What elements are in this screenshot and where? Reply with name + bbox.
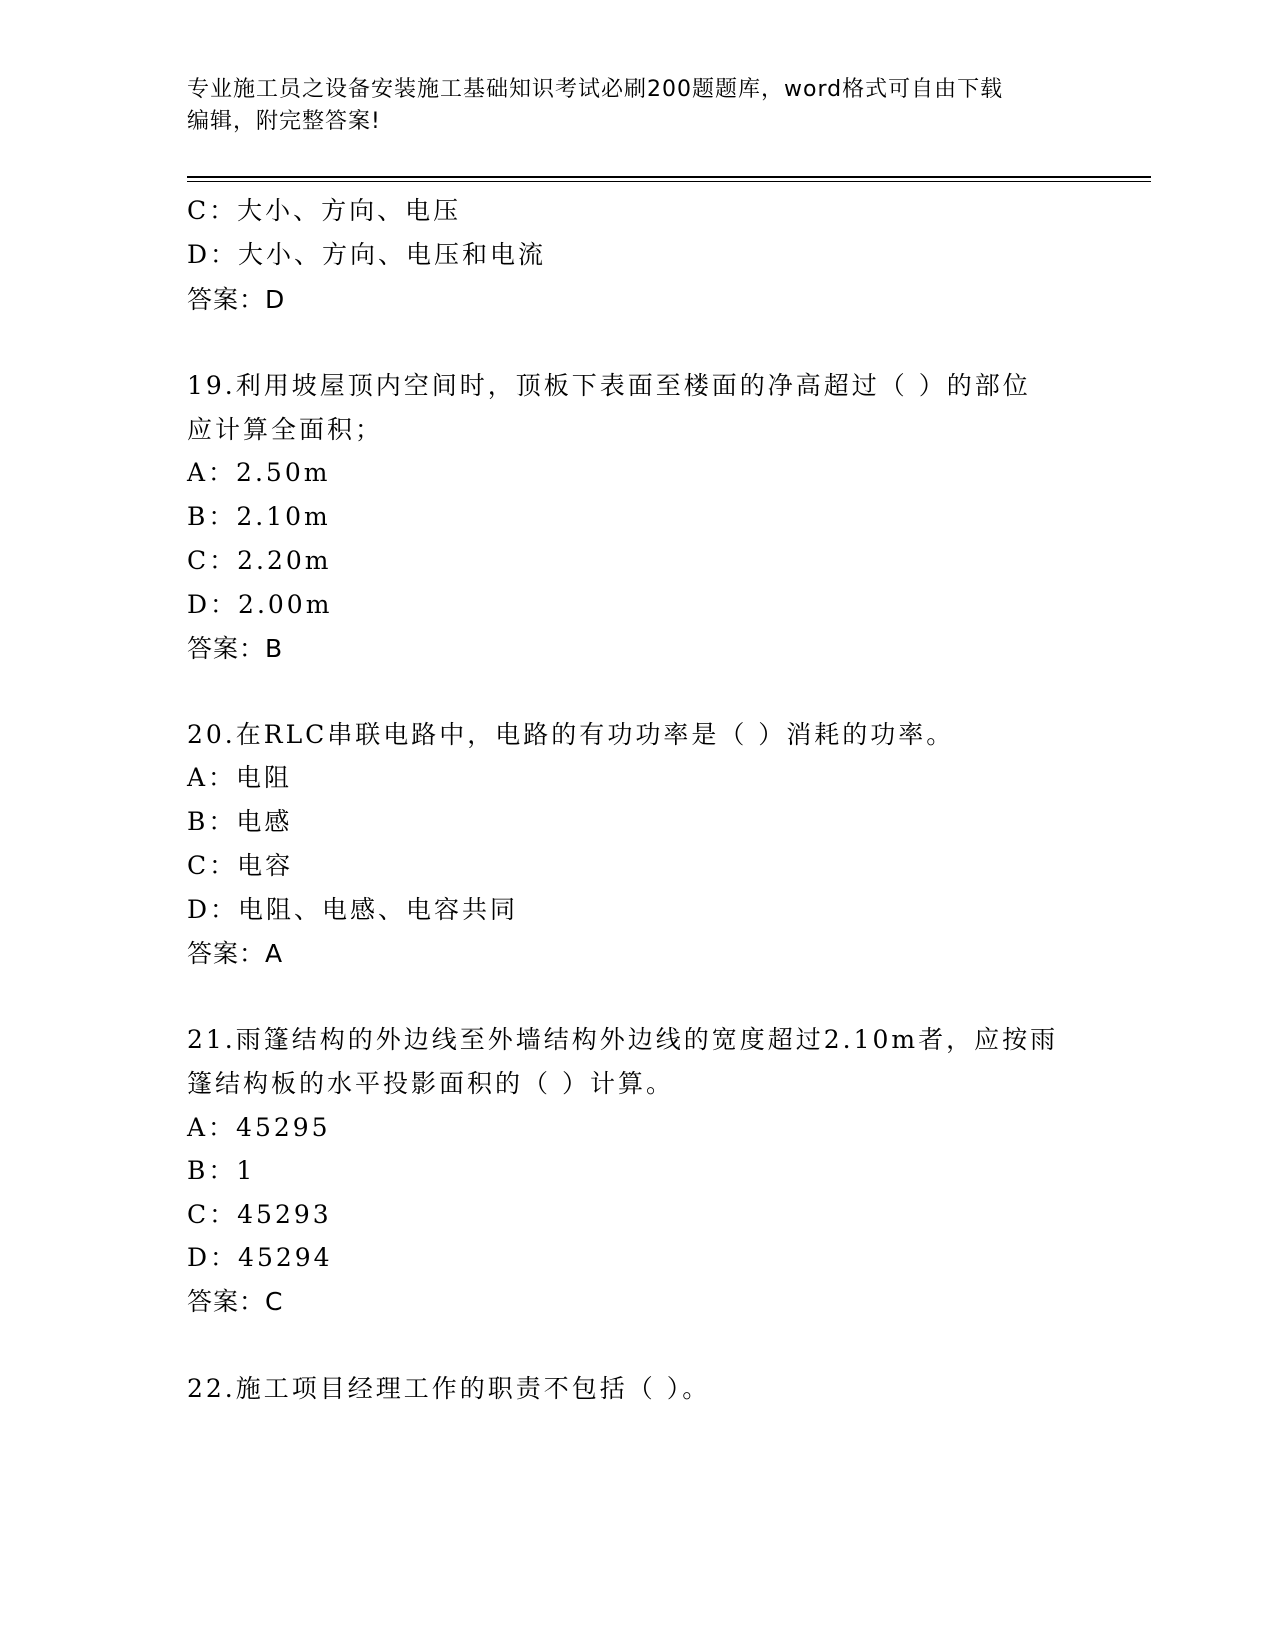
q19-option-a: A：2.50m [187,458,331,487]
header-divider [187,176,1151,182]
q19-option-d: D：2.00m [187,590,333,619]
q20-option-a: A：电阻 [187,763,293,792]
q18-option-c: C：大小、方向、电压 [187,196,462,225]
q20-option-b: B：电感 [187,807,293,836]
q18-answer: 答案：D [187,285,286,314]
header-line-2: 编辑，附完整答案! [187,109,381,134]
q19-option-b: B：2.10m [187,502,331,531]
q20-option-c: C：电容 [187,851,294,880]
q19-question-line-2: 应计算全面积； [187,415,384,444]
q20-answer: 答案：A [187,939,284,968]
q21-option-d: D：45294 [187,1243,333,1272]
q20-option-d: D：电阻、电感、电容共同 [187,895,519,924]
page-header [187,74,1087,138]
q21-option-a: A：45295 [187,1113,331,1142]
q21-question-line-1: 21.雨篷结构的外边线至外墙结构外边线的宽度超过2.10m者，应按雨 [187,1025,1059,1054]
q21-option-b: B：1 [187,1156,256,1185]
q21-option-c: C：45293 [187,1200,332,1229]
q19-option-c: C：2.20m [187,546,332,575]
q18-option-d: D：大小、方向、电压和电流 [187,240,547,269]
q22-question-line-1: 22.施工项目经理工作的职责不包括（ ）。 [187,1374,711,1403]
q21-question-line-2: 篷结构板的水平投影面积的（ ）计算。 [187,1069,674,1098]
q19-answer: 答案：B [187,634,284,663]
header-line-1: 专业施工员之设备安装施工基础知识考试必刷200题题库，word格式可自由下载 [187,77,1004,102]
q21-answer: 答案：C [187,1287,284,1316]
q20-question-line-1: 20.在RLC串联电路中，电路的有功功率是（ ）消耗的功率。 [187,720,955,749]
q19-question-line-1: 19.利用坡屋顶内空间时，顶板下表面至楼面的净高超过（ ）的部位 [187,371,1031,400]
